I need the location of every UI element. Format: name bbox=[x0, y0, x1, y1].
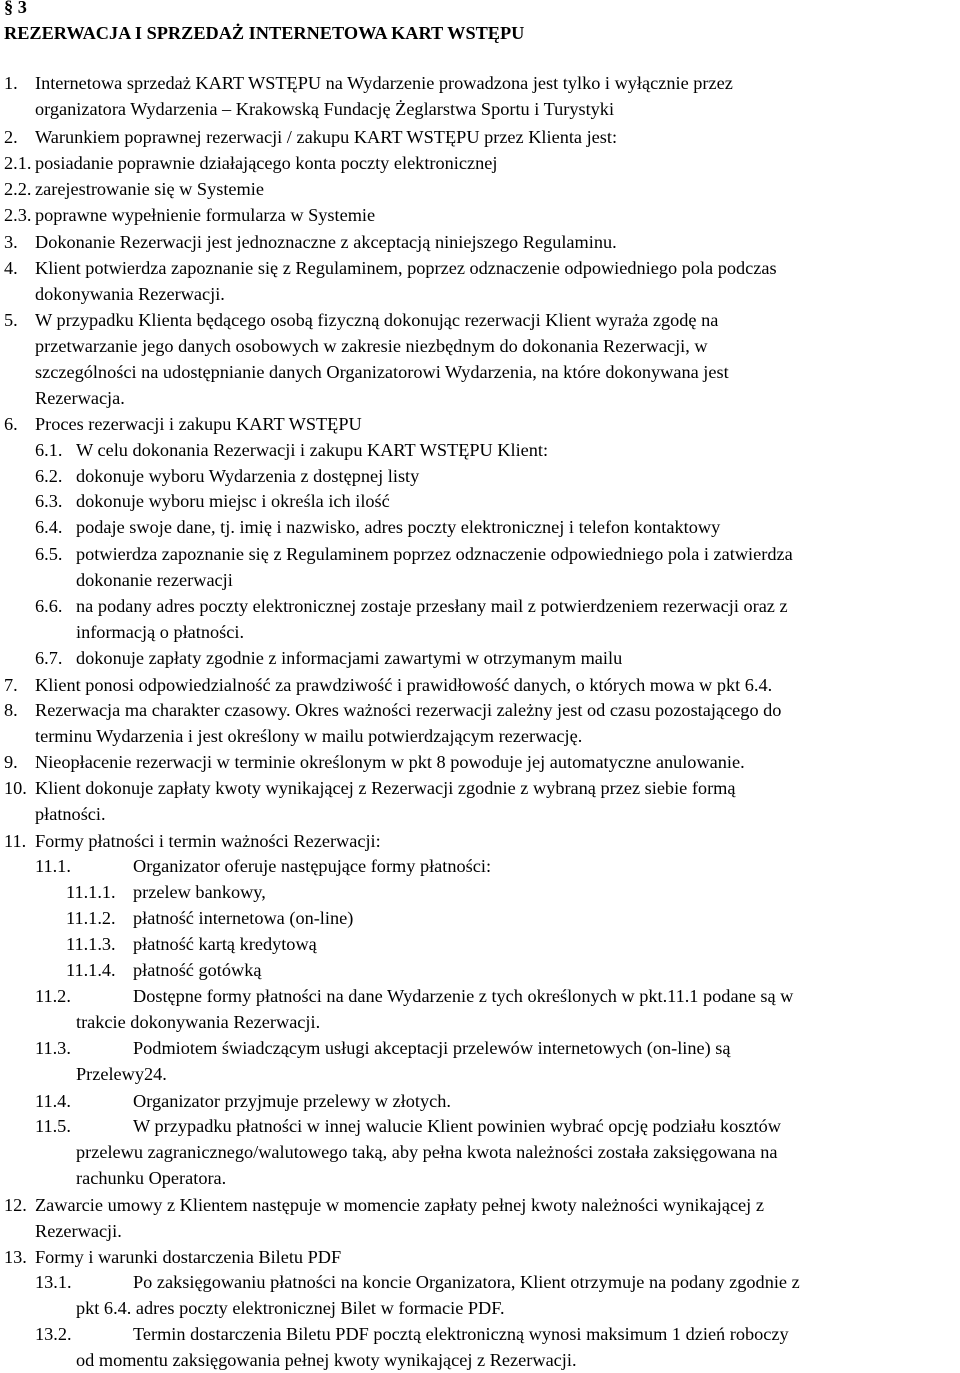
item-number: 2.2. bbox=[4, 179, 32, 199]
item-number: 3. bbox=[4, 232, 18, 252]
item-number: 13. bbox=[4, 1247, 27, 1267]
item-text: płatność gotówką bbox=[133, 960, 262, 980]
item-text: Nieopłacenie rezerwacji w terminie określonym w pkt 8 powoduje jej automatyczne anulowanie. bbox=[35, 752, 745, 772]
item-number: 9. bbox=[4, 752, 18, 772]
item-text: zarejestrowanie się w Systemie bbox=[35, 179, 264, 199]
item-number: 11.4. bbox=[35, 1091, 71, 1111]
item-number: 2.3. bbox=[4, 205, 32, 225]
item-number: 6. bbox=[4, 414, 18, 434]
item-text: Formy płatności i termin ważności Rezerwacji: bbox=[35, 831, 381, 851]
item-text: dokonuje wyboru Wydarzenia z dostępnej listy bbox=[76, 466, 420, 486]
item-number: 11.1. bbox=[35, 856, 71, 876]
item-number: 6.2. bbox=[35, 466, 63, 486]
item-number: 2.1. bbox=[4, 153, 32, 173]
item-text: podaje swoje dane, tj. imię i nazwisko, adres poczty elektronicznej i telefon kontaktowy bbox=[76, 517, 721, 537]
item-number: 11.5. bbox=[35, 1116, 71, 1136]
item-text: Organizator przyjmuje przelewy w złotych. bbox=[133, 1091, 451, 1111]
item-text: Podmiotem świadczącym usługi akceptacji przelewów internetowych (on-line) są bbox=[133, 1038, 731, 1058]
item-text: Po zaksięgowaniu płatności na koncie Organizatora, Klient otrzymuje na podany zgodnie z bbox=[133, 1272, 800, 1292]
item-text: organizatora Wydarzenia – Krakowską Fundację Żeglarstwa Sportu i Turystyki bbox=[35, 99, 615, 119]
item-number: 10. bbox=[4, 778, 27, 798]
item-text: rachunku Operatora. bbox=[76, 1168, 227, 1188]
item-text: Klient ponosi odpowiedzialność za prawdziwość i prawidłowość danych, o których mowa w pkt 6.4. bbox=[35, 675, 773, 695]
item-text: W przypadku płatności w innej walucie Klient powinien wybrać opcję podziału kosztów bbox=[133, 1116, 781, 1136]
item-text: dokonuje zapłaty zgodnie z informacjami zawartymi w otrzymanym mailu bbox=[76, 648, 623, 668]
item-text: Rezerwacja ma charakter czasowy. Okres ważności rezerwacji zależny jest od czasu pozostającego do bbox=[35, 700, 782, 720]
item-number: 2. bbox=[4, 127, 18, 147]
item-text: Zawarcie umowy z Klientem następuje w momencie zapłaty pełnej kwoty należności wynikającej z bbox=[35, 1195, 764, 1215]
item-text: dokonywania Rezerwacji. bbox=[35, 284, 225, 304]
item-text: szczególności na udostępnianie danych Organizatorowi Wydarzenia, na które dokonywana jest bbox=[35, 362, 729, 382]
item-text: płatności. bbox=[35, 804, 106, 824]
item-text: pkt 6.4. adres poczty elektronicznej Bilet w formacie PDF. bbox=[76, 1298, 505, 1318]
item-text: W celu dokonania Rezerwacji i zakupu KART WSTĘPU Klient: bbox=[76, 440, 549, 460]
item-text: Rezerwacja. bbox=[35, 388, 125, 408]
item-number: 7. bbox=[4, 675, 18, 695]
item-text: Proces rezerwacji i zakupu KART WSTĘPU bbox=[35, 414, 362, 434]
item-number: 11.3. bbox=[35, 1038, 71, 1058]
item-text: terminu Wydarzenia i jest określony w mailu potwierdzającym rezerwację. bbox=[35, 726, 583, 746]
item-text: Internetowa sprzedaż KART WSTĘPU na Wydarzenie prowadzona jest tylko i wyłącznie przez bbox=[35, 73, 733, 93]
item-text: przelew bankowy, bbox=[133, 882, 266, 902]
item-text: Termin dostarczenia Biletu PDF pocztą elektroniczną wynosi maksimum 1 dzień roboczy bbox=[133, 1324, 789, 1344]
item-number: 6.6. bbox=[35, 596, 63, 616]
item-number: 6.3. bbox=[35, 491, 63, 511]
item-number: 11.1.2. bbox=[66, 908, 116, 928]
section-title-text: REZERWACJA I SPRZEDAŻ INTERNETOWA KART WSTĘPU bbox=[4, 23, 525, 43]
item-text: dokonanie rezerwacji bbox=[76, 570, 233, 590]
item-text: Przelewy24. bbox=[76, 1064, 167, 1084]
item-number: 11.1.4. bbox=[66, 960, 116, 980]
item-text: przelewu zagranicznego/walutowego taką, aby pełna kwota należności została zaksięgowana na bbox=[76, 1142, 778, 1162]
item-text: posiadanie poprawnie działającego konta poczty elektronicznej bbox=[35, 153, 498, 173]
item-number: 13.2. bbox=[35, 1324, 72, 1344]
item-number: 4. bbox=[4, 258, 18, 278]
item-number: 6.1. bbox=[35, 440, 63, 460]
item-text: informacją o płatności. bbox=[76, 622, 245, 642]
item-text: Rezerwacji. bbox=[35, 1221, 122, 1241]
item-number: 13.1. bbox=[35, 1272, 72, 1292]
item-text: płatność kartą kredytową bbox=[133, 934, 317, 954]
item-text: Klient potwierdza zapoznanie się z Regulaminem, poprzez odznaczenie odpowiedniego pola podczas bbox=[35, 258, 777, 278]
item-text: trakcie dokonywania Rezerwacji. bbox=[76, 1012, 321, 1032]
item-number: 8. bbox=[4, 700, 18, 720]
item-number: 6.7. bbox=[35, 648, 63, 668]
item-number: 11.1.1. bbox=[66, 882, 116, 902]
item-number: 11.1.3. bbox=[66, 934, 116, 954]
item-text: W przypadku Klienta będącego osobą fizyczną dokonując rezerwacji Klient wyraża zgodę na bbox=[35, 310, 719, 330]
item-text: Warunkiem poprawnej rezerwacji / zakupu KART WSTĘPU przez Klienta jest: bbox=[35, 127, 618, 147]
item-text: od momentu zaksięgowania pełnej kwoty wynikającej z Rezerwacji. bbox=[76, 1350, 577, 1370]
item-number: 1. bbox=[4, 73, 18, 93]
item-text: potwierdza zapoznanie się z Regulaminem poprzez odznaczenie odpowiedniego pola i zatwierdza bbox=[76, 544, 793, 564]
item-text: dokonuje wyboru miejsc i określa ich ilość bbox=[76, 491, 390, 511]
item-text: na podany adres poczty elektronicznej zostaje przesłany mail z potwierdzeniem rezerwacji oraz z bbox=[76, 596, 788, 616]
item-number: 6.4. bbox=[35, 517, 63, 537]
item-number: 5. bbox=[4, 310, 18, 330]
item-text: Dokonanie Rezerwacji jest jednoznaczne z akceptacją niniejszego Regulaminu. bbox=[35, 232, 617, 252]
item-number: 11.2. bbox=[35, 986, 71, 1006]
item-text: Formy i warunki dostarczenia Biletu PDF bbox=[35, 1247, 342, 1267]
item-text: przetwarzanie jego danych osobowych w zakresie niezbędnym do dokonania Rezerwacji, w bbox=[35, 336, 708, 356]
item-text: Dostępne formy płatności na dane Wydarzenie z tych określonych w pkt.11.1 podane są w bbox=[133, 986, 794, 1006]
item-text: Organizator oferuje następujące formy płatności: bbox=[133, 856, 492, 876]
item-text: płatność internetowa (on-line) bbox=[133, 908, 354, 928]
section-symbol-text: § 3 bbox=[4, 0, 27, 17]
item-number: 11. bbox=[4, 831, 27, 851]
item-text: Klient dokonuje zapłaty kwoty wynikającej z Rezerwacji zgodnie z wybraną przez siebie formą bbox=[35, 778, 736, 798]
item-text: poprawne wypełnienie formularza w Systemie bbox=[35, 205, 376, 225]
item-number: 12. bbox=[4, 1195, 27, 1215]
item-number: 6.5. bbox=[35, 544, 63, 564]
